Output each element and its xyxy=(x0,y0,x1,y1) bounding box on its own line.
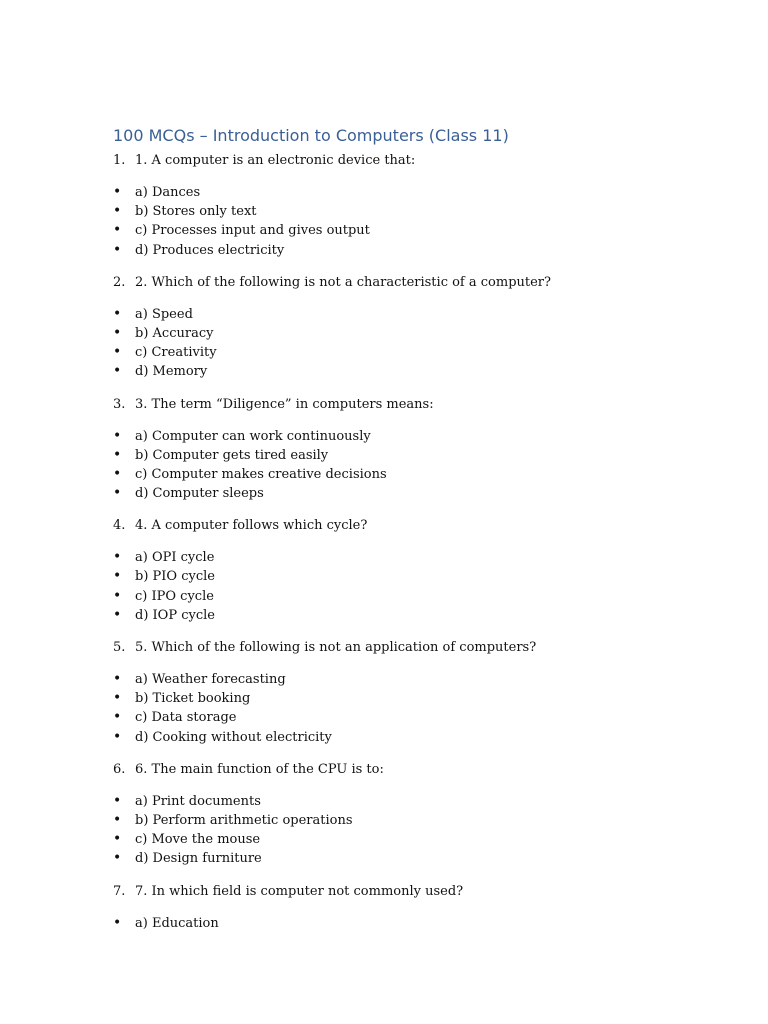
option-label: d) Memory xyxy=(135,364,208,380)
option-label: b) Ticket booking xyxy=(135,691,251,707)
question-block xyxy=(113,760,728,869)
option-item xyxy=(113,183,728,202)
option-item xyxy=(113,241,728,260)
option-label: c) Processes input and gives output xyxy=(135,223,370,239)
bullet-icon: • xyxy=(113,831,122,848)
question-label: 7. In which field is computer not commonly used? xyxy=(135,883,464,899)
option-item xyxy=(113,587,728,606)
question-text xyxy=(113,151,728,170)
bullet-icon: • xyxy=(113,850,122,867)
bullet-icon: • xyxy=(113,485,122,502)
bullet-icon: • xyxy=(113,222,122,239)
question-label: 3. The term “Diligence” in computers means: xyxy=(135,396,434,412)
option-label: a) Dances xyxy=(135,185,201,200)
bullet-icon: • xyxy=(113,811,122,828)
option-label: c) Move the mouse xyxy=(135,832,261,848)
bullet-icon: • xyxy=(113,587,122,604)
question-number: 2. xyxy=(113,274,126,290)
bullet-icon: • xyxy=(113,465,122,482)
document-title: 100 MCQs – Introduction to Computers (Class 11) xyxy=(113,126,509,145)
question-number: 3. xyxy=(113,396,126,412)
option-item xyxy=(113,689,728,708)
option-item xyxy=(113,567,728,586)
option-item xyxy=(113,427,728,446)
option-list xyxy=(113,305,728,382)
bullet-icon: • xyxy=(113,792,122,809)
option-label: d) Cooking without electricity xyxy=(135,729,332,745)
option-list xyxy=(113,792,728,869)
question-list xyxy=(113,151,728,933)
option-item xyxy=(113,484,728,503)
option-item xyxy=(113,849,728,868)
option-label: c) Creativity xyxy=(135,345,217,361)
question-block xyxy=(113,395,728,504)
option-item xyxy=(113,830,728,849)
question-number: 4. xyxy=(113,518,126,534)
option-list xyxy=(113,548,728,625)
question-text xyxy=(113,516,728,535)
bullet-icon: • xyxy=(113,363,122,380)
option-label: d) IOP cycle xyxy=(135,607,215,623)
question-label: 1. A computer is an electronic device that: xyxy=(135,153,416,168)
question-number: 5. xyxy=(113,640,126,655)
option-item xyxy=(113,305,728,324)
option-item xyxy=(113,465,728,484)
bullet-icon: • xyxy=(113,549,122,566)
option-item xyxy=(113,362,728,381)
question-number: 6. xyxy=(113,761,126,777)
option-label: c) Data storage xyxy=(135,710,237,726)
question-text xyxy=(113,273,728,292)
option-label: b) Perform arithmetic operations xyxy=(135,812,353,828)
option-list xyxy=(113,183,728,260)
bullet-icon: • xyxy=(113,690,122,707)
option-label: c) IPO cycle xyxy=(135,588,214,604)
option-item xyxy=(113,202,728,221)
option-item xyxy=(113,792,728,811)
question-block xyxy=(113,273,728,382)
question-text xyxy=(113,760,728,779)
bullet-icon: • xyxy=(113,305,122,322)
bullet-icon: • xyxy=(113,709,122,726)
question-text xyxy=(113,882,728,901)
option-item xyxy=(113,811,728,830)
bullet-icon: • xyxy=(113,914,122,931)
question-block xyxy=(113,638,728,747)
option-list xyxy=(113,670,728,747)
question-label: 5. Which of the following is not an application of computers? xyxy=(135,640,537,655)
question-label: 4. A computer follows which cycle? xyxy=(135,518,368,534)
question-text xyxy=(113,638,728,657)
option-label: a) Speed xyxy=(135,306,193,322)
option-label: d) Design furniture xyxy=(135,851,262,867)
option-list xyxy=(113,427,728,504)
bullet-icon: • xyxy=(113,324,122,341)
option-item xyxy=(113,670,728,689)
question-label: 6. The main function of the CPU is to: xyxy=(135,761,384,777)
option-label: c) Computer makes creative decisions xyxy=(135,466,387,482)
bullet-icon: • xyxy=(113,671,122,687)
question-block xyxy=(113,516,728,625)
option-label: b) Accuracy xyxy=(135,325,214,341)
question-block xyxy=(113,151,728,260)
option-label: b) PIO cycle xyxy=(135,569,215,585)
option-label: d) Produces electricity xyxy=(135,242,285,258)
option-label: a) Education xyxy=(135,915,219,931)
bullet-icon: • xyxy=(113,241,122,258)
option-label: b) Computer gets tired easily xyxy=(135,447,329,463)
bullet-icon: • xyxy=(113,203,122,220)
bullet-icon: • xyxy=(113,606,122,623)
bullet-icon: • xyxy=(113,728,122,745)
option-item xyxy=(113,221,728,240)
question-text xyxy=(113,395,728,414)
option-list xyxy=(113,914,728,933)
option-label: a) Weather forecasting xyxy=(135,672,286,687)
question-number: 7. xyxy=(113,883,126,899)
option-item xyxy=(113,914,728,933)
option-label: b) Stores only text xyxy=(135,204,257,220)
bullet-icon: • xyxy=(113,184,122,200)
question-label: 2. Which of the following is not a characteristic of a computer? xyxy=(135,274,551,290)
bullet-icon: • xyxy=(113,568,122,585)
option-item xyxy=(113,606,728,625)
option-item xyxy=(113,343,728,362)
option-item xyxy=(113,548,728,567)
option-label: a) OPI cycle xyxy=(135,550,215,566)
question-block xyxy=(113,882,728,933)
option-item xyxy=(113,446,728,465)
bullet-icon: • xyxy=(113,446,122,463)
option-label: a) Print documents xyxy=(135,793,261,809)
option-item xyxy=(113,728,728,747)
option-label: a) Computer can work continuously xyxy=(135,428,371,444)
option-item xyxy=(113,324,728,343)
option-label: d) Computer sleeps xyxy=(135,486,264,502)
question-number: 1. xyxy=(113,153,126,168)
bullet-icon: • xyxy=(113,344,122,361)
bullet-icon: • xyxy=(113,427,122,444)
option-item xyxy=(113,708,728,727)
